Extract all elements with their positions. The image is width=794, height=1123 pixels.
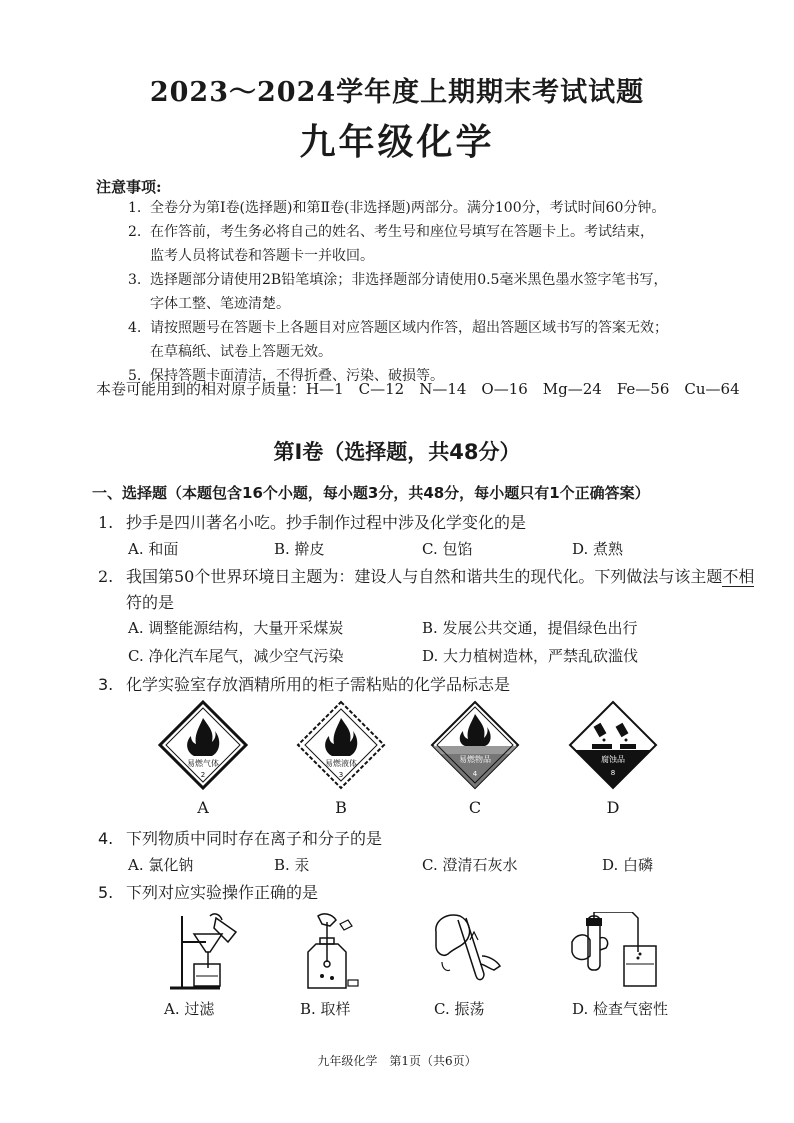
option-d: D. 白磷 [602,856,654,874]
label-b: B [335,798,347,817]
option-c: C. 包馅 [422,540,473,558]
option-b: B. 汞 [274,856,310,874]
option-b: B. 取样 [300,1000,351,1018]
option-c: C. 澄清石灰水 [422,856,518,874]
option-c: C. 净化汽车尾气，减少空气污染 [128,647,344,665]
label-a: A [197,798,209,817]
option-d: D. 检查气密性 [572,1000,669,1018]
section-title: 一、选择题（本题包含16个小题，每小题3分，共48分，每小题只有1个正确答案） [92,484,650,502]
option-a: A. 过滤 [164,1000,215,1018]
airtightness-check-icon [568,912,678,992]
filtration-apparatus-icon [160,912,250,992]
sign-label: 易燃物品 [459,755,491,764]
note-item-cont: 字体工整、笔迹清楚。 [150,296,290,312]
sign-number: 8 [610,769,616,777]
question-5: 5. 下列对应实验操作正确的是 [98,883,319,902]
exam-title: 2023～2024学年度上期期末考试试题 [149,77,645,108]
option-a: A. 调整能源结构，大量开采煤炭 [128,619,344,637]
question-4: 4. 下列物质中同时存在离子和分子的是 [98,829,383,848]
exam-subject: 九年级化学 [299,121,495,163]
flammable-gas-sign-icon [158,700,248,790]
note-item-cont: 在草稿纸、试卷上答题无效。 [150,344,332,360]
underlined-text: 不相 [722,567,755,586]
question-2-cont: 符的是 [126,593,175,612]
note-item: 4. 请按照题号在答题卡上各题目对应答题区域内作答，超出答题区域书写的答案无效； [128,320,668,336]
flammable-solid-sign-icon [430,700,520,790]
option-a: A. 和面 [128,540,179,558]
shaking-tube-icon [428,912,508,992]
sign-number: 4 [472,770,478,778]
atomic-masses: 本卷可能用到的相对原子质量：H—1 C—12 N—14 O—16 Mg—24 Fe—56 Cu—64 [96,380,740,398]
sampling-apparatus-icon [296,912,366,992]
label-d: D [606,798,620,817]
label-c: C [468,798,482,817]
notes-list [128,196,768,388]
question-3: 3. 化学实验室存放酒精所用的柜子需粘贴的化学品标志是 [98,675,511,694]
sign-number: 3 [338,771,344,779]
option-c: C. 振荡 [434,1000,485,1018]
volume-title: 第Ⅰ卷（选择题，共48分） [273,440,521,464]
note-item-cont: 监考人员将试卷和答题卡一并收回。 [150,248,374,264]
flammable-liquid-sign-icon [296,700,386,790]
question-2: 2. 我国第50个世界环境日主题为：建设人与自然和谐共生的现代化。下列做法与该主题不相 [98,567,755,586]
sign-label: 腐蚀品 [601,755,625,764]
note-item: 2. 在作答前，考生务必将自己的姓名、考生号和座位号填写在答题卡上。考试结束， [128,224,654,240]
sign-label: 易燃液体 [325,759,357,768]
question-1: 1. 抄手是四川著名小吃。抄手制作过程中涉及化学变化的是 [98,513,527,532]
corrosive-sign-icon [568,700,658,790]
note-item: 3. 选择题部分请使用2B铅笔填涂；非选择题部分请使用0.5毫米黑色墨水签字笔书写， [128,272,668,288]
sign-label: 易燃气体 [187,759,219,768]
option-b: B. 擀皮 [274,540,325,558]
page-footer: 九年级化学 第1页（共6页） [317,1054,477,1068]
note-item: 1. 全卷分为第Ⅰ卷(选择题)和第Ⅱ卷(非选择题)两部分。满分100分，考试时间60分钟。 [128,200,666,216]
option-a: A. 氯化钠 [128,856,194,874]
option-d: D. 煮熟 [572,540,624,558]
sign-number: 2 [200,771,206,779]
notes-heading: 注意事项: [96,178,162,196]
option-b: B. 发展公共交通，提倡绿色出行 [422,619,638,637]
option-d: D. 大力植树造林，严禁乱砍滥伐 [422,647,639,665]
note-item: 5. 保持答题卡面清洁，不得折叠、污染、破损等。 [128,368,444,384]
question-stem: 抄手是四川著名小吃。抄手制作过程中涉及化学变化的是 [126,513,527,532]
